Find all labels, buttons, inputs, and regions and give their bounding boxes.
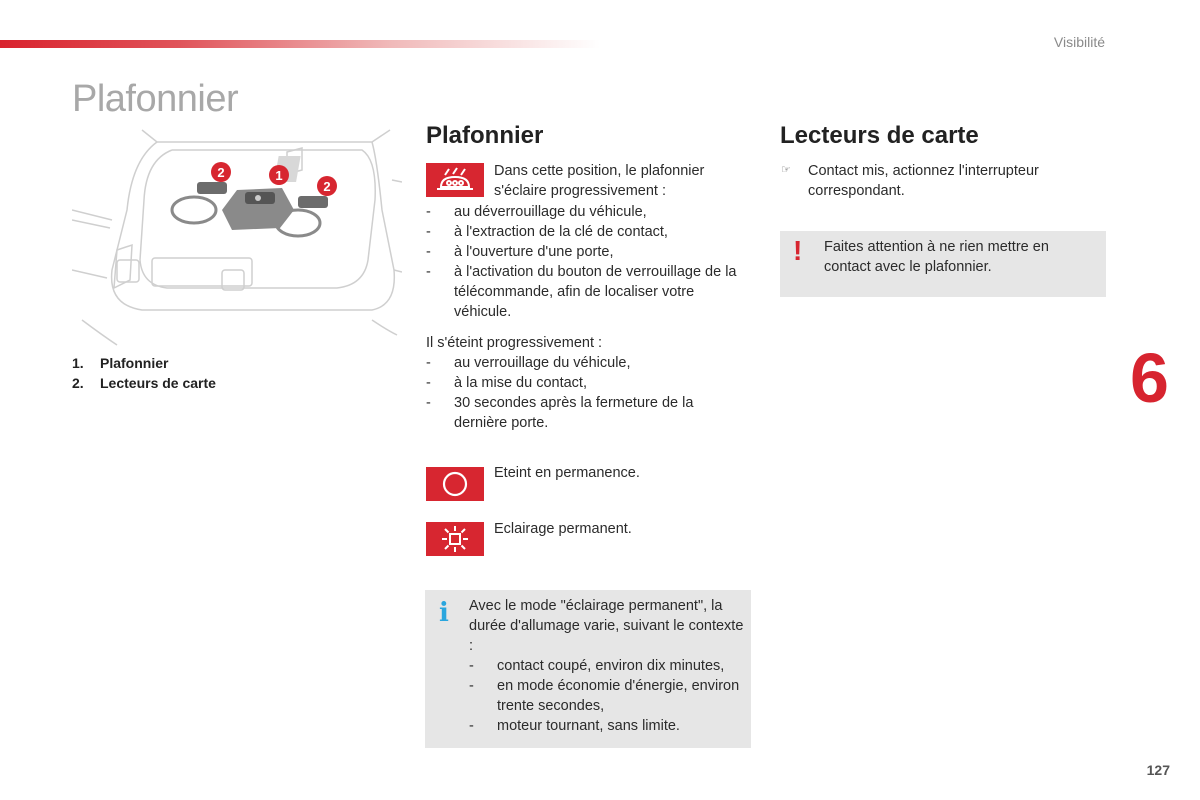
light-on-icon xyxy=(426,522,484,556)
exclamation-icon: ! xyxy=(793,235,803,266)
list-item: - au déverrouillage du véhicule, xyxy=(426,202,746,222)
info-box xyxy=(425,590,751,748)
info-list xyxy=(469,656,749,736)
page-heading: Plafonnier xyxy=(72,78,239,120)
door-light-icon xyxy=(426,163,484,197)
lecteurs-heading: Lecteurs de carte xyxy=(780,122,979,149)
list-item: - à la mise du contact, xyxy=(426,373,726,393)
finger-pointer-icon: ☞ xyxy=(781,164,791,176)
plafonnier-heading: Plafonnier xyxy=(426,122,544,149)
warning-text: Faites attention à ne rien mettre en contact avec le plafonnier. xyxy=(824,239,1049,275)
callout-2-left: 2 xyxy=(217,165,225,180)
circle-off-icon xyxy=(426,467,484,501)
page-number: 127 xyxy=(1146,762,1170,778)
info-text: Avec le mode "éclairage permanent", la durée d'allumage varie, suivant le contexte : xyxy=(469,598,744,654)
door-mode-text: Dans cette position, le plafonnier s'éclaire progressivement : xyxy=(494,163,705,199)
list-item: - en mode économie d'énergie, environ trente secondes, xyxy=(469,676,749,716)
legend-label: Plafonnier xyxy=(100,355,169,371)
lecteurs-instruction: Contact mis, actionnez l'interrupteur correspondant. xyxy=(808,163,1039,199)
callout-2-right: 2 xyxy=(323,179,331,194)
header-accent-bar xyxy=(0,40,600,48)
info-icon: i xyxy=(439,598,449,628)
on-mode-text: Eclairage permanent. xyxy=(494,521,632,537)
legend-number: 2. xyxy=(72,375,84,391)
legend-item xyxy=(72,375,216,391)
door-off-list xyxy=(426,353,726,433)
list-item: - moteur tournant, sans limite. xyxy=(469,716,749,736)
list-item: - contact coupé, environ dix minutes, xyxy=(469,656,749,676)
legend-item xyxy=(72,355,168,371)
list-item: - à l'ouverture d'une porte, xyxy=(426,242,746,262)
list-item: - au verrouillage du véhicule, xyxy=(426,353,726,373)
ceiling-light-illustration xyxy=(72,120,402,350)
section-title: Visibilité xyxy=(1053,34,1105,50)
off-mode-text: Eteint en permanence. xyxy=(494,465,640,481)
chapter-number: 6 xyxy=(1130,339,1169,417)
list-item: - 30 secondes après la fermeture de la dernière porte. xyxy=(426,393,726,433)
list-item: - à l'extraction de la clé de contact, xyxy=(426,222,746,242)
off-intro: Il s'éteint progressivement : xyxy=(426,335,603,351)
door-on-list xyxy=(426,202,746,322)
callout-1: 1 xyxy=(275,168,283,183)
warning-box xyxy=(780,231,1106,297)
list-item: - à l'activation du bouton de verrouillage de la télécommande, afin de localiser votre véhicule. xyxy=(426,262,746,322)
legend-label: Lecteurs de carte xyxy=(100,375,216,391)
legend-number: 1. xyxy=(72,355,84,371)
